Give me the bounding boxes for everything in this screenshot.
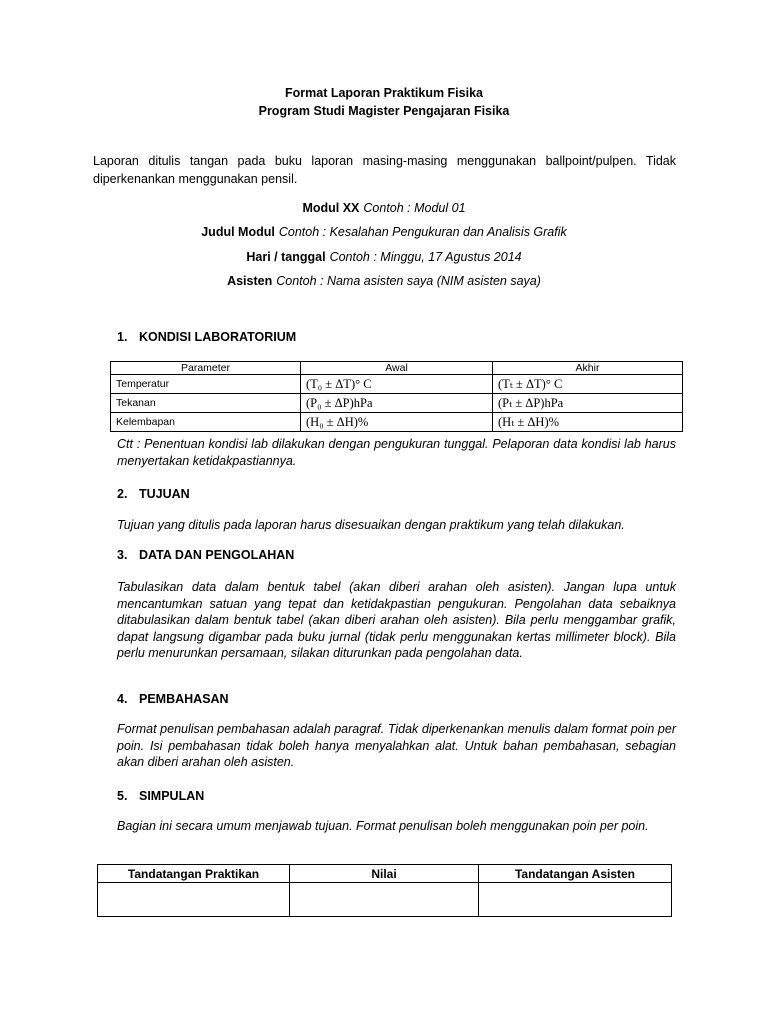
table-row [98, 883, 672, 917]
meta-asisten-value: Contoh : Nama asisten saya (NIM asisten saya) [276, 274, 541, 288]
pembahasan-paragraph: Format penulisan pembahasan adalah paragraf. Tidak diperkenankan menulis dalam format poin per poin. Isi pembahasan tidak boleh hanya menyalahkan alat. Untuk bahan pembahasan, sebagian akan diberi arahan oleh asisten. [117, 722, 676, 769]
section-title: TUJUAN [139, 487, 190, 501]
signature-table [97, 864, 672, 917]
table-cell-akhir: (Pₜ ± ΔP)hPa [493, 394, 683, 413]
meta-modul-value: Contoh : Modul 01 [363, 201, 466, 215]
meta-hari-label: Hari / tanggal [246, 250, 326, 264]
catatan-paragraph: Ctt : Penentuan kondisi lab dilakukan dengan pengukuran tunggal. Pelaporan data kondisi lab harus menyertakan ketidakpastiannya. [117, 437, 676, 468]
signature-header-asisten: Tandatangan Asisten [479, 865, 672, 883]
section-title: KONDISI LABORATORIUM [139, 330, 297, 344]
meta-judul-label: Judul Modul [201, 225, 275, 239]
signature-header-praktikan: Tandatangan Praktikan [98, 865, 290, 883]
simpulan-paragraph: Bagian ini secara umum menjawab tujuan. Format penulisan boleh menggunakan poin per poin. [117, 819, 649, 833]
table-header-cell: Akhir [493, 362, 683, 375]
table-cell-awal: (P₀ ± ΔP)hPa [301, 394, 493, 413]
table-row [111, 375, 683, 394]
section-heading-pembahasan [117, 692, 229, 706]
table-row [111, 394, 683, 413]
table-cell-awal: (H₀ ± ΔH)% [301, 413, 493, 432]
kondisi-table [110, 361, 683, 432]
table-header-row [98, 865, 672, 883]
table-cell-param: Temperatur [111, 375, 301, 394]
table-row [111, 413, 683, 432]
meta-judul [0, 225, 768, 239]
meta-hari-value: Contoh : Minggu, 17 Agustus 2014 [329, 250, 522, 264]
signature-cell-praktikan [98, 883, 290, 917]
section-number: 1. [117, 330, 128, 344]
meta-asisten-label: Asisten [227, 274, 273, 288]
section-title: PEMBAHASAN [139, 692, 229, 706]
table-header-cell: Awal [301, 362, 493, 375]
table-cell-param: Kelembapan [111, 413, 301, 432]
meta-modul [0, 201, 768, 215]
section-number: 5. [117, 789, 128, 803]
section-number: 4. [117, 692, 128, 706]
document-title: Format Laporan Praktikum Fisika [285, 86, 483, 100]
signature-cell-asisten [479, 883, 672, 917]
section-heading-kondisi [117, 330, 296, 344]
tujuan-paragraph: Tujuan yang ditulis pada laporan harus disesuaikan dengan praktikum yang telah dilakukan. [117, 518, 625, 532]
meta-hari [0, 250, 768, 264]
section-heading-simpulan [117, 789, 204, 803]
data-paragraph: Tabulasikan data dalam bentuk tabel (akan diberi arahan oleh asisten). Jangan lupa untuk mencantumkan satuan yang tepat dan ketidakpastian pengukuran. Pengolahan data sebaiknya ditabulasikan dalam bentuk tabel (akan diberi arahan oleh asisten). Bila perlu menggambar grafik, dapat langsung digambar pada buku jurnal (tidak perlu menggunakan kertas millimeter block). Bila perlu menurunkan persamaan, silakan diturunkan pada pengolahan data. [117, 580, 676, 660]
meta-modul-label: Modul XX [302, 201, 360, 215]
section-title: SIMPULAN [139, 789, 205, 803]
table-cell-akhir: (Tₜ ± ΔT)° C [493, 375, 683, 394]
signature-cell-nilai [290, 883, 479, 917]
section-number: 3. [117, 548, 128, 562]
section-heading-data [117, 548, 294, 562]
signature-header-nilai: Nilai [290, 865, 479, 883]
section-title: DATA DAN PENGOLAHAN [139, 548, 295, 562]
section-heading-tujuan [117, 487, 190, 501]
section-number: 2. [117, 487, 128, 501]
document-subtitle: Program Studi Magister Pengajaran Fisika [258, 104, 510, 118]
table-header-row [111, 362, 683, 375]
table-cell-akhir: (Hₜ ± ΔH)% [493, 413, 683, 432]
intro-paragraph: Laporan ditulis tangan pada buku laporan masing-masing menggunakan ballpoint/pulpen. Tidak diperkenankan menggunakan pensil. [93, 154, 676, 186]
table-cell-awal: (T₀ ± ΔT)° C [301, 375, 493, 394]
table-header-cell: Parameter [111, 362, 301, 375]
meta-asisten [0, 274, 768, 288]
table-cell-param: Tekanan [111, 394, 301, 413]
meta-judul-value: Contoh : Kesalahan Pengukuran dan Analisis Grafik [278, 225, 567, 239]
